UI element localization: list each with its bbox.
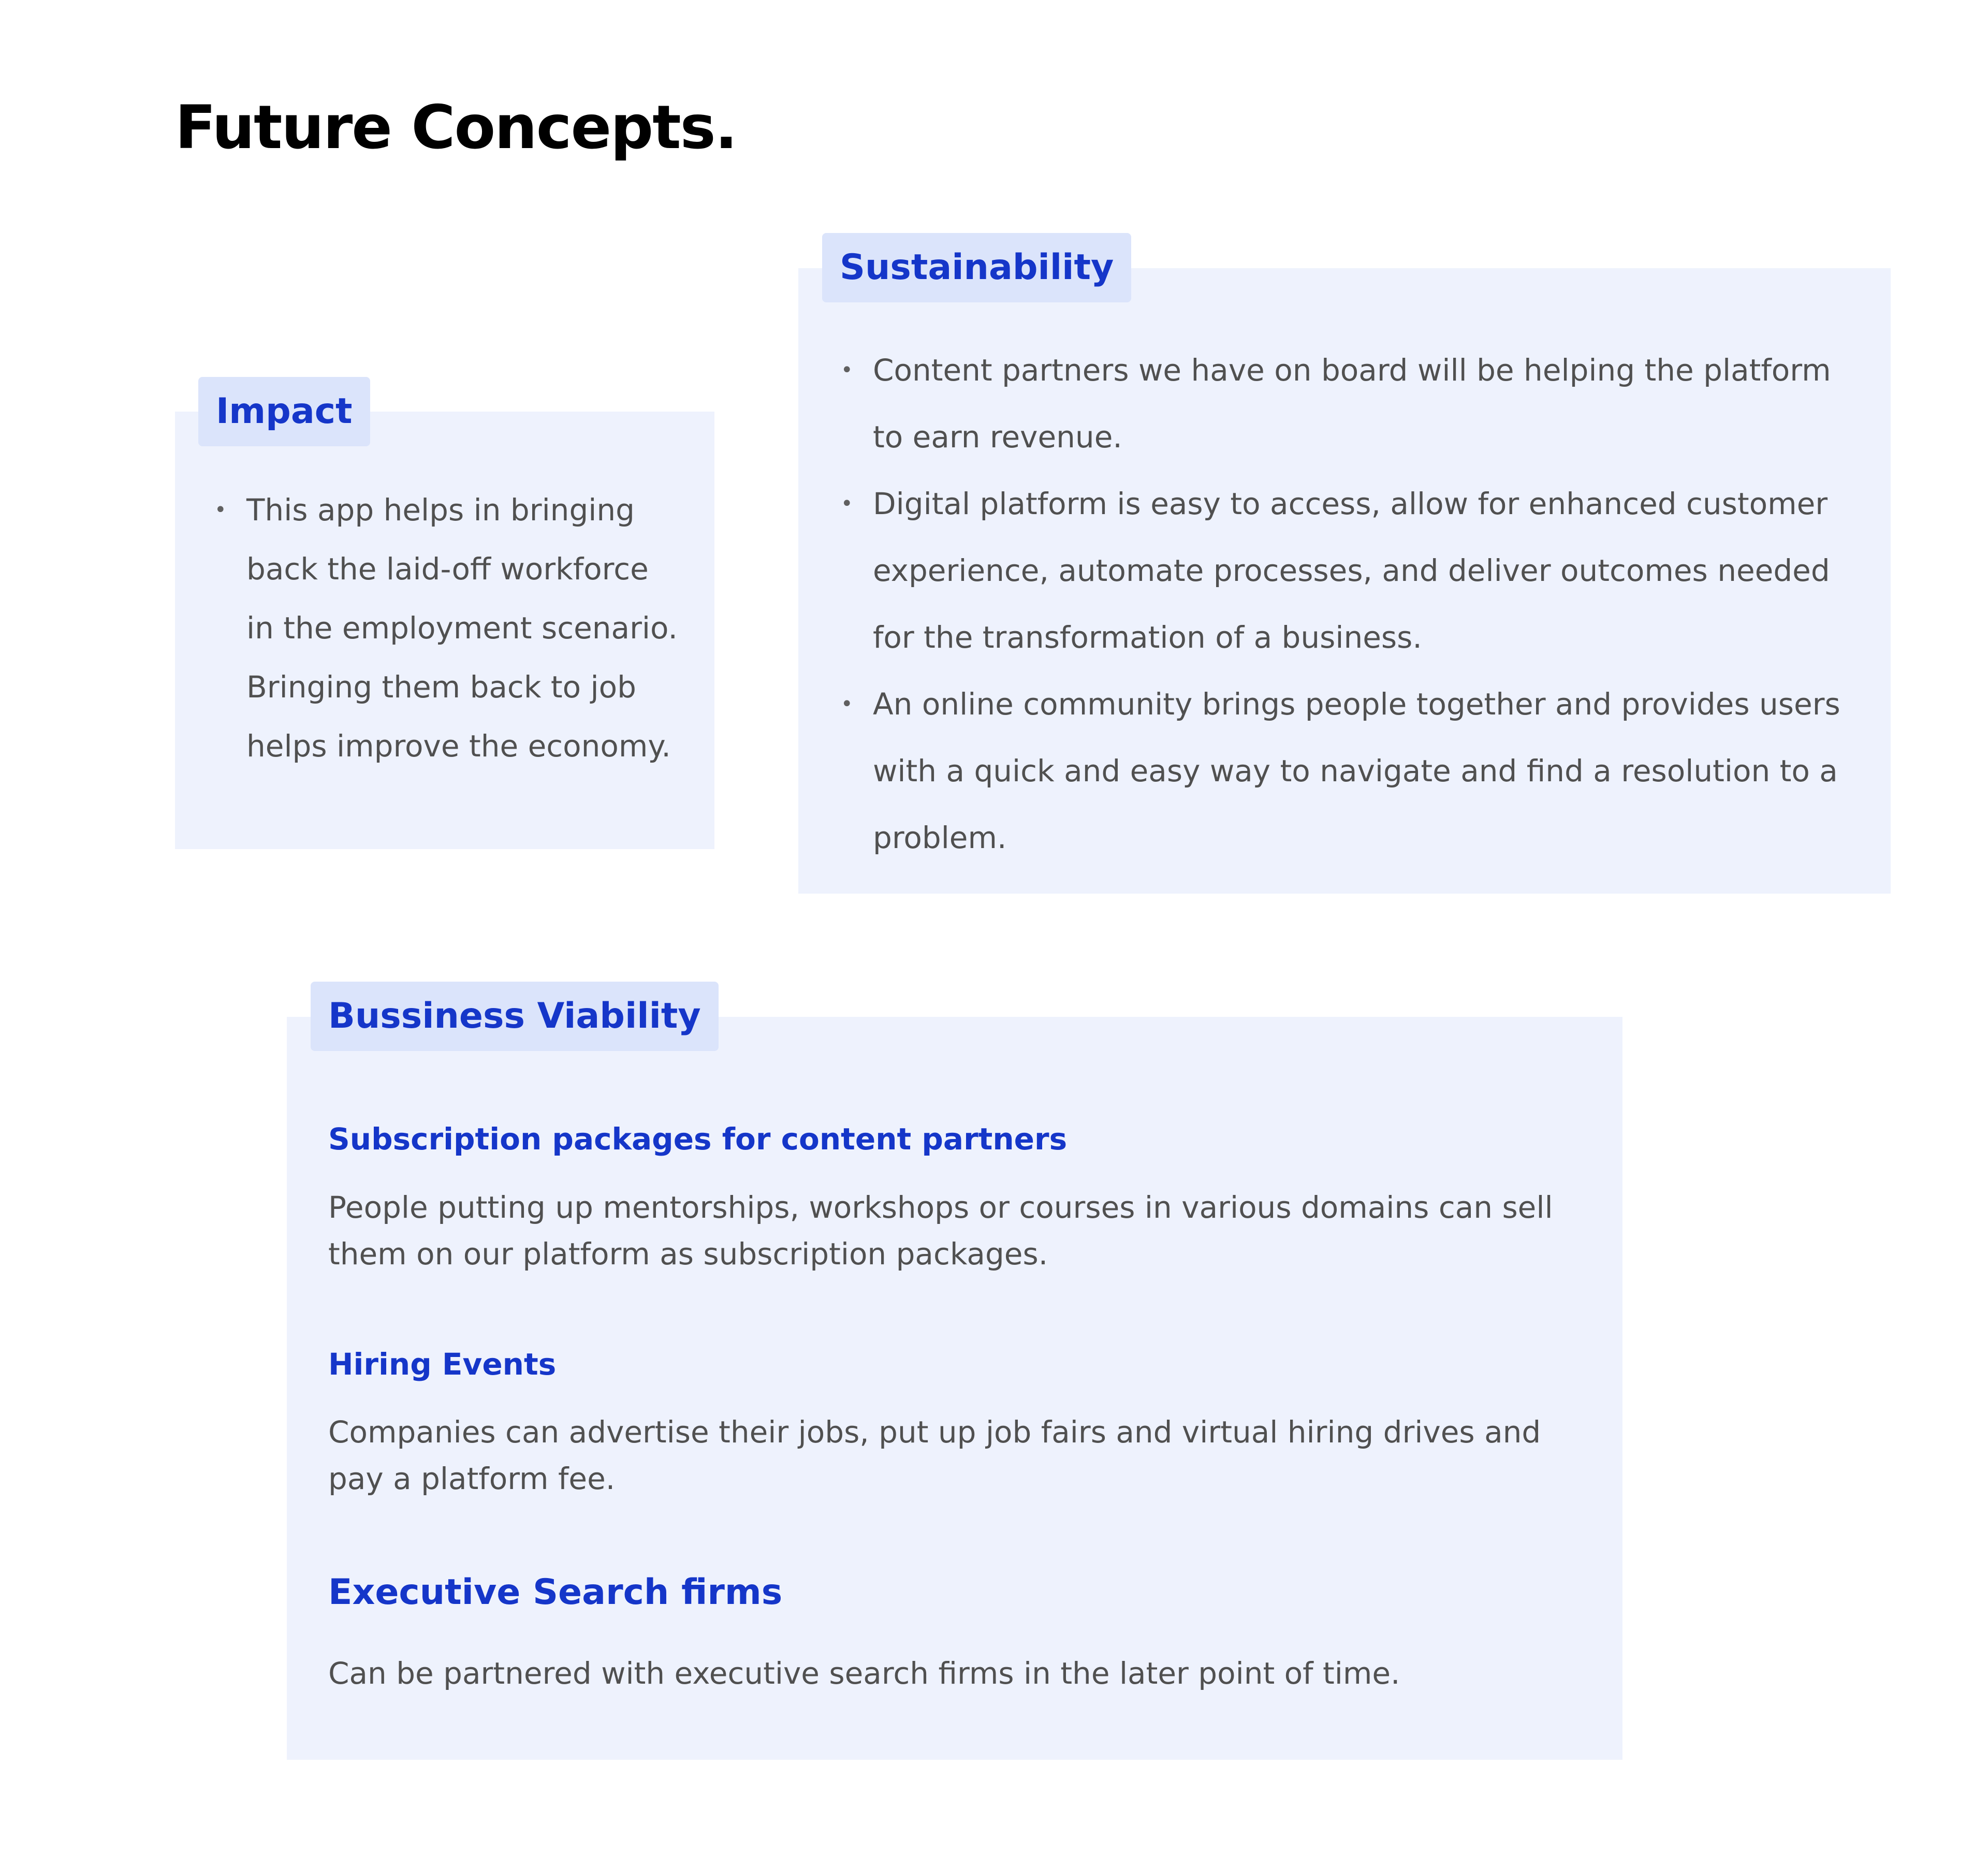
viability-line: People putting up mentorships, workshops or courses in various domains can sell [328, 1190, 1553, 1225]
sustainability-line: Digital platform is easy to access, allow for enhanced customer [873, 486, 1828, 521]
viability-line: them on our platform as subscription packages. [328, 1236, 1048, 1272]
list-item [214, 480, 706, 776]
viability-line: pay a platform fee. [328, 1461, 616, 1496]
viability-heading: Subscription packages for content partners [328, 1121, 1068, 1157]
viability-heading: Executive Search firms [328, 1572, 783, 1613]
list-item [841, 337, 1876, 471]
impact-line: This app helps in bringing [246, 492, 635, 528]
bullet-dot-icon: • [214, 498, 227, 522]
impact-line: in the employment scenario. [246, 610, 678, 646]
bullet-dot-icon: • [841, 358, 853, 382]
list-item [841, 671, 1876, 871]
sustainability-tag: Sustainability [822, 233, 1131, 302]
impact-line: helps improve the economy. [246, 728, 671, 764]
sustainability-line: to earn revenue. [873, 419, 1122, 455]
viability-description [328, 1650, 1597, 1697]
sustainability-line: for the transformation of a business. [873, 620, 1422, 655]
page-title: Future Concepts. [175, 93, 737, 163]
sustainability-bullet-list [841, 337, 1876, 871]
sustainability-line: Content partners we have on board will be helping the platform [873, 353, 1831, 388]
impact-bullet-list [214, 480, 706, 776]
list-item [841, 471, 1876, 671]
sustainability-line: problem. [873, 820, 1007, 855]
sustainability-line: with a quick and easy way to navigate and find a resolution to a [873, 753, 1838, 789]
sustainability-line: An online community brings people together and provides users [873, 687, 1840, 722]
bullet-dot-icon: • [841, 692, 853, 716]
impact-tag: Impact [198, 377, 370, 446]
viability-heading: Hiring Events [328, 1347, 557, 1382]
impact-line: Bringing them back to job [246, 669, 636, 705]
impact-line: back the laid-off workforce [246, 551, 649, 587]
viability-line: Can be partnered with executive search firms in the later point of time. [328, 1656, 1400, 1691]
viability-tag: Bussiness Viability [311, 982, 719, 1051]
viability-description [328, 1409, 1597, 1502]
sustainability-line: experience, automate processes, and deliver outcomes needed [873, 553, 1830, 588]
viability-description [328, 1184, 1597, 1277]
bullet-dot-icon: • [841, 492, 853, 516]
viability-line: Companies can advertise their jobs, put up job fairs and virtual hiring drives and [328, 1414, 1541, 1450]
